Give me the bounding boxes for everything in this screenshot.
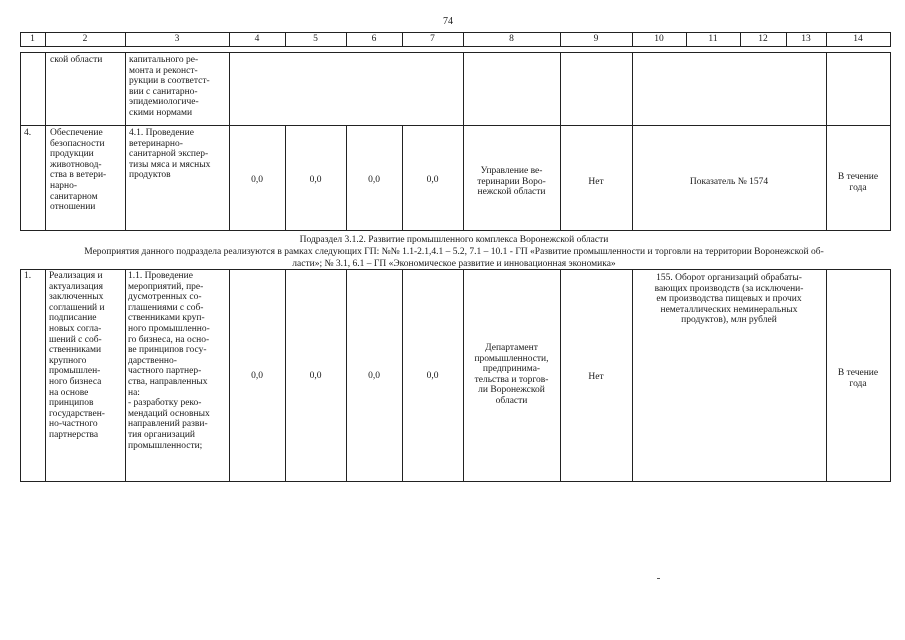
table-rule: [20, 52, 891, 53]
column-header: 11: [708, 34, 718, 44]
table-rule: [125, 269, 126, 481]
header-bottom-rule: [20, 46, 891, 47]
header-top-rule: [20, 32, 891, 33]
column-header: 12: [758, 34, 768, 44]
row4-activity-cell: 4.1. Проведение ветеринарно- санитарной экспер- тизы мяса и мясных продуктов: [129, 128, 211, 181]
table-rule: [890, 52, 891, 230]
table-rule: [45, 269, 46, 481]
subsection-title: Подраздел 3.1.2. Развитие промышленного комплекса Воронежской области: [299, 235, 609, 245]
row4-name-cell: Обеспечение безопасности продукции животновод- ства в ветери- нарно- санитарном отношении: [50, 128, 107, 213]
row1-col9-cell: Нет: [588, 372, 604, 382]
table-rule: [890, 269, 891, 481]
table-rule: [125, 52, 126, 230]
column-header: 9: [593, 34, 599, 44]
row1-term-cell: В течение года: [837, 368, 879, 389]
table-rule: [20, 230, 891, 231]
subsection-note-line2: ласти»; № 3.1, 6.1 – ГП «Экономическое развитие и инновационная экономика»: [292, 259, 616, 269]
row1-value-1: 0,0: [251, 371, 263, 381]
table-rule: [826, 52, 827, 230]
row4-value-1: 0,0: [251, 175, 263, 185]
row4-term-cell: В течение года: [837, 172, 879, 193]
table-rule: [20, 125, 891, 126]
table-rule: [20, 269, 891, 270]
row1-value-4: 0,0: [426, 371, 439, 381]
column-header: 7: [430, 34, 435, 44]
scan-speck: [657, 578, 660, 579]
header-separator: [890, 32, 891, 47]
subsection-note-line1: Мероприятия данного подраздела реализуются в рамках следующих ГП: №№ 1.1-2.1,4.1 – 5.2, 7.1 – 10.1 - ГП «Развитие промышленности и торговли на территории Воронежской об-: [84, 247, 824, 257]
column-header: 1: [30, 34, 35, 44]
column-header: 2: [82, 34, 88, 44]
table-rule: [560, 52, 561, 230]
row4-value-4: 0,0: [426, 175, 439, 185]
table-rule: [20, 269, 21, 481]
row1-value-2: 0,0: [309, 371, 322, 381]
row1-name-cell: Реализация и актуализация заключенных соглашений и подписание новых согла- шений с соб- ственниками крупного промышлен- ного бизнеса на основе принципов государствен- но-частного партнерства: [49, 271, 105, 440]
row4-executor-cell: Управление ве- теринарии Воро- нежской области: [477, 166, 546, 198]
row1-executor-cell: Департамент промышленности, предпринима- тельства и торгов- ли Воронежской области: [474, 343, 549, 406]
row1-number: 1.: [24, 271, 32, 281]
row0-activity-cell: капитального ре- монта и реконст- рукции в соответст- вии с санитарно- эпидемиологиче- скими нормами: [129, 55, 210, 118]
row4-indicator-cell: Показатель № 1574: [689, 177, 769, 187]
column-header: 3: [174, 34, 180, 44]
column-header: 6: [371, 34, 377, 44]
column-header: 8: [509, 34, 514, 44]
column-header: 5: [313, 34, 318, 44]
table-rule: [20, 481, 891, 482]
row1-activity-cell: 1.1. Проведение мероприятий, пре- дусмотренных со- глашениями с соб- ственниками круп- ного промышленно- го бизнеса, на осно- ве принципов госу- дарственно- частного партнер- ства, направленных на: - разработку реко- мендаций основных направлений разви- тия организаций промышленности;: [128, 271, 210, 451]
column-header: 4: [254, 34, 260, 44]
table-rule: [632, 52, 633, 230]
column-header: 14: [853, 34, 863, 44]
row4-value-2: 0,0: [309, 175, 322, 185]
row4-number: 4.: [24, 128, 32, 138]
row0-name-cell: ской области: [50, 55, 103, 65]
table-rule: [463, 52, 464, 230]
row1-indicator-cell: 155. Оборот организаций обрабаты- вающих производств (за исключени- ем производства пищевых и прочих неметаллических неминеральных продуктов), млн рублей: [654, 273, 804, 326]
column-header: 13: [801, 34, 811, 44]
row4-col9-cell: Нет: [588, 177, 604, 187]
row4-value-3: 0,0: [368, 175, 380, 185]
column-header: 10: [654, 34, 664, 44]
table-rule: [20, 52, 21, 230]
table-rule: [45, 52, 46, 230]
page-number: 74: [443, 16, 453, 27]
row1-value-3: 0,0: [368, 371, 380, 381]
table-rule: [229, 52, 230, 230]
